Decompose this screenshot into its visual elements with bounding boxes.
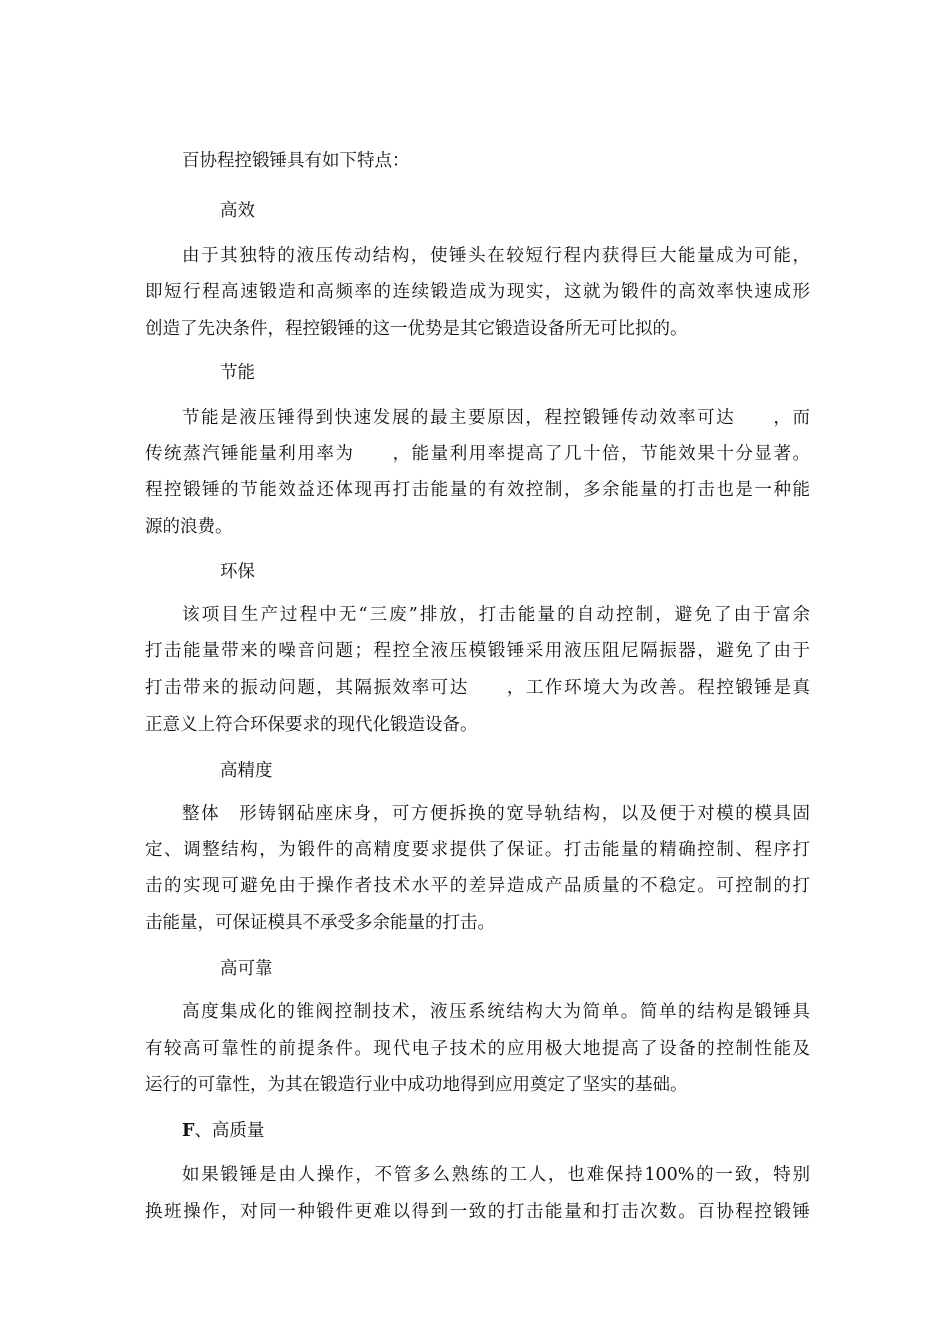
paragraph-line: 高度集成化的锥阀控制技术，液压系统结构大为简单。简单的结构是锻锤具 [182,1002,810,1022]
section-heading-precision: 高精度 [220,761,273,781]
paragraph-line: 正意义上符合环保要求的现代化锻造设备。 [145,715,478,735]
paragraph-line: 定、调整结构，为锻件的高精度要求提供了保证。打击能量的精确控制、程序打 [145,840,810,860]
section-heading-reliability: 高可靠 [220,959,273,979]
paragraph-line: 击能量，可保证模具不承受多余能量的打击。 [145,913,495,933]
section-letter: F [182,1121,195,1141]
intro-text: 百协程控锻锤具有如下特点： [182,151,410,171]
paragraph-line: 运行的可靠性，为其在锻造行业中成功地得到应用奠定了坚实的基础。 [145,1075,688,1095]
paragraph-line: 整体 形铸钢砧座床身，可方便拆换的宽导轨结构，以及便于对模的模具固 [182,804,810,824]
section-heading-quality [182,1119,810,1143]
paragraph-line: 由于其独特的液压传动结构，使锤头在较短行程内获得巨大能量成为可能， [182,246,810,266]
section-heading-efficiency: 高效 [220,201,255,221]
paragraph-line: 即短行程高速锻造和高频率的连续锻造成为现实，这就为锻件的高效率快速成形 [145,282,810,302]
paragraph-line: 如果锻锤是由人操作，不管多么熟练的工人，也难保持100%的一致，特别 [182,1165,810,1185]
paragraph-line: 有较高可靠性的前提条件。现代电子技术的应用极大地提高了设备的控制性能及 [145,1039,810,1059]
paragraph-line: 打击能量带来的噪音问题；程控全液压模锻锤采用液压阻尼隔振器，避免了由于 [145,641,810,661]
paragraph-line: 该项目生产过程中无“三废”排放，打击能量的自动控制，避免了由于富余 [182,605,810,625]
section-heading-energy-saving: 节能 [220,363,255,383]
section-heading-environment: 环保 [220,562,255,582]
paragraph-line: 打击带来的振动问题，其隔振效率可达 ，工作环境大为改善。程控锻锤是真 [145,678,810,698]
paragraph-line: 换班操作，对同一种锻件更难以得到一致的打击能量和打击次数。百协程控锻锤 [145,1202,810,1222]
paragraph-line: 创造了先决条件，程控锻锤的这一优势是其它锻造设备所无可比拟的。 [145,319,688,339]
paragraph-line: 程控锻锤的节能效益还体现再打击能量的有效控制，多余能量的打击也是一种能 [145,480,810,500]
paragraph-line: 传统蒸汽锤能量利用率为 ，能量利用率提高了几十倍，节能效果十分显著。 [145,444,810,464]
paragraph-line: 源的浪费。 [145,517,233,537]
paragraph-line: 节能是液压锤得到快速发展的最主要原因，程控锻锤传动效率可达 ，而 [182,408,810,428]
section-title: 、高质量 [194,1121,265,1141]
paragraph-line: 击的实现可避免由于操作者技术水平的差异造成产品质量的不稳定。可控制的打 [145,876,810,896]
